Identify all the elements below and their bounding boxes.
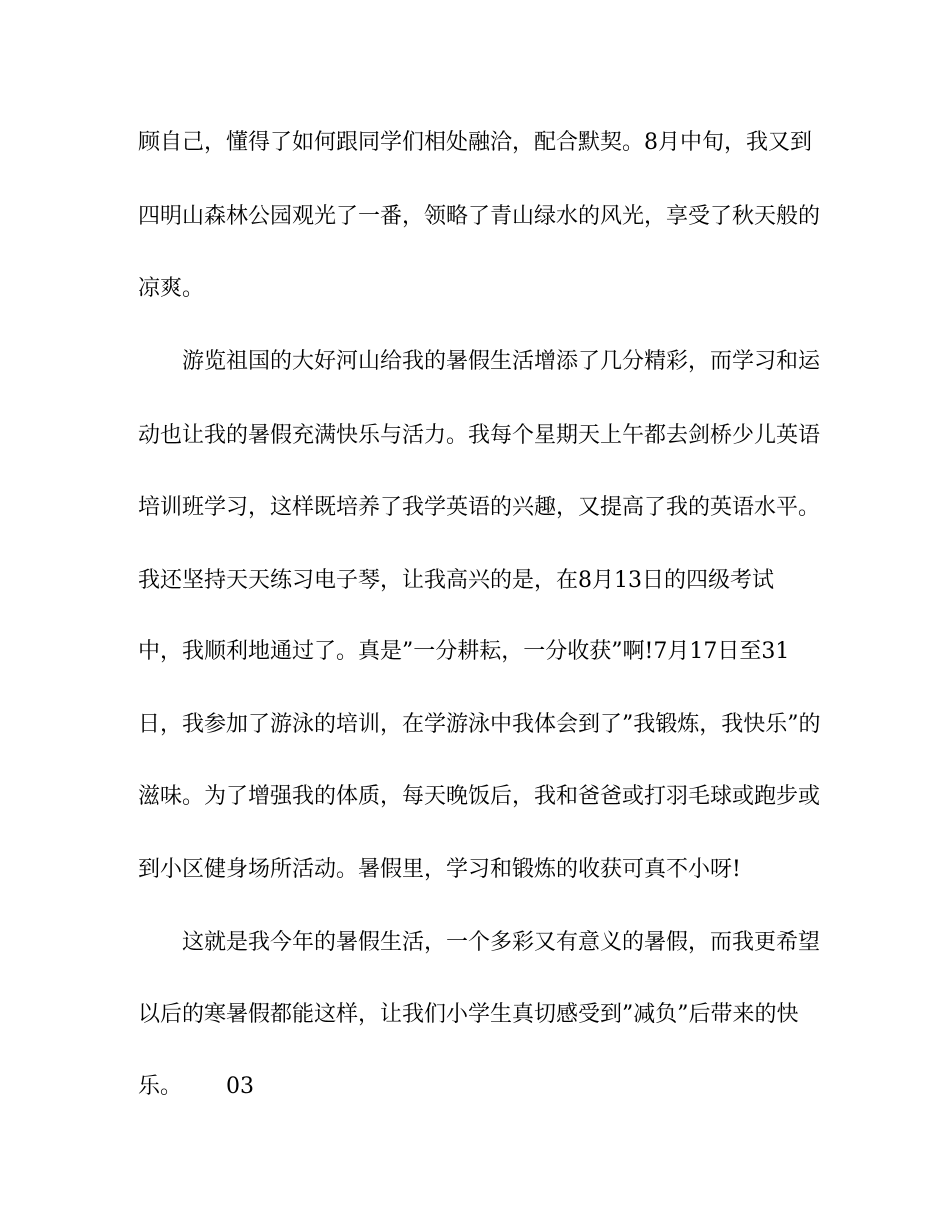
text-line: 培训班学习，这样既培养了我学英语的兴趣，又提高了我的英语水平。: [138, 495, 821, 520]
text-line: 到小区健身场所活动。暑假里，学习和锻炼的收获可真不小呀!: [138, 857, 741, 882]
text-line: 动也让我的暑假充满快乐与活力。我每个星期天上午都去剑桥少儿英语: [138, 423, 821, 448]
text-line: 中，我顺利地通过了。真是”一分耕耘，一分收获”啊!7月17日至31: [138, 639, 790, 664]
text-line: 乐。: [138, 1074, 183, 1099]
paragraph-first-line: 游览祖国的大好河山给我的暑假生活增添了几分精彩，而学习和运: [182, 349, 821, 374]
text-line: 日，我参加了游泳的培训，在学游泳中我体会到了”我锻炼，我快乐”的: [138, 712, 821, 737]
text-line: 顾自己，懂得了如何跟同学们相处融洽，配合默契。8月中旬，我又到: [138, 130, 812, 155]
text-line: 四明山森林公园观光了一番，领略了青山绿水的风光，享受了秋天般的: [138, 204, 821, 229]
text-line: 我还坚持天天练习电子琴，让我高兴的是，在8月13日的四级考试: [138, 568, 774, 593]
page-number: 03: [226, 1074, 254, 1099]
text-line: 凉爽。: [138, 276, 205, 301]
paragraph-first-line: 这就是我今年的暑假生活，一个多彩又有意义的暑假，而我更希望: [182, 930, 821, 955]
text-line: 滋味。为了增强我的体质，每天晚饭后，我和爸爸或打羽毛球或跑步或: [138, 784, 821, 809]
text-line: 以后的寒暑假都能这样，让我们小学生真切感受到”减负”后带来的快: [138, 1002, 799, 1027]
